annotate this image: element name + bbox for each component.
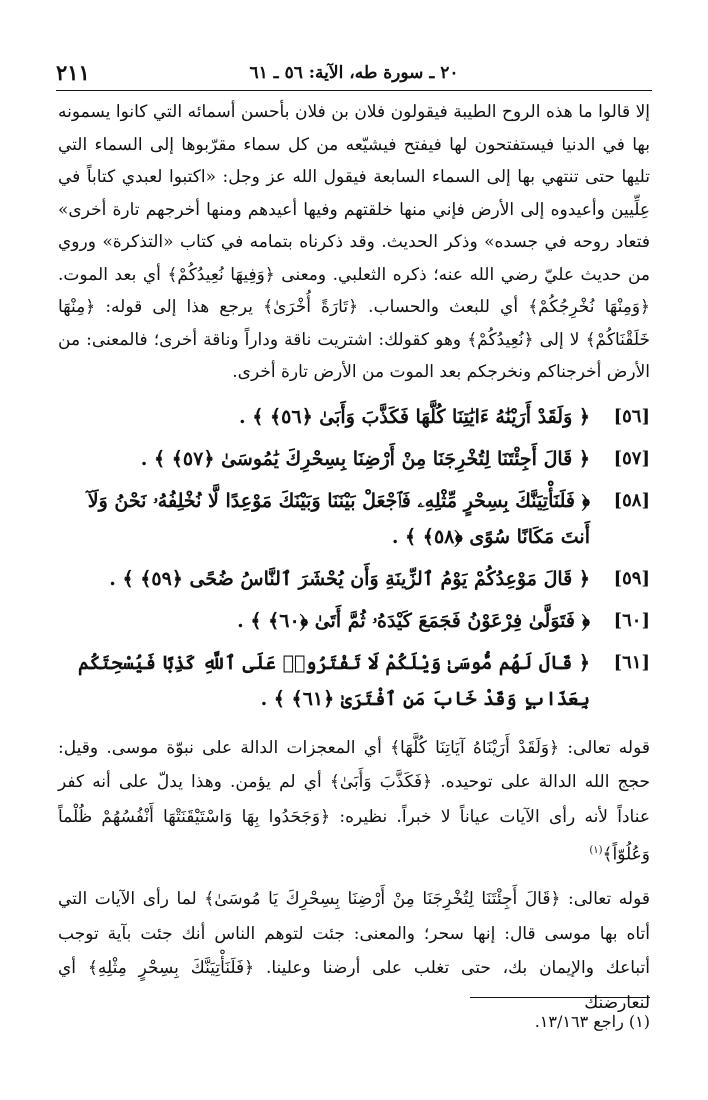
verse-number: [٦٠] [613, 609, 650, 631]
verse-59 [58, 561, 650, 597]
running-title: ٢٠ ـ سورة طه، الآية: ٥٦ ـ ٦١ [249, 63, 459, 83]
verse-number: [٥٦] [613, 405, 650, 427]
verse-text: ﴿ قَالَ مَوْعِدُكُمْ يَوْمُ ٱلزِّينَةِ وَأَن يُحْشَرَ ٱلنَّاسُ ضُحًى ﴿٥٩﴾ ﴾ . [109, 567, 590, 590]
commentary-text: قوله تعالى: ﴿قَالَ أَجِئْتَنَا لِتُخْرِجَنَا مِنْ أَرْضِنَا بِسِحْرِكَ يَا مُوسَىٰ﴾ لما رأى الآيات التي أتاه بها موسى قال: إنها سحر؛ والمعنى: جئت لتوهم الناس أنك جئت بآية توجب أتباعك والإيمان بك، حتى تغلب على أرضنا وعلينا. ﴿فَلَنَأْتِيَنَّكَ بِسِحْرٍ مِثْلِهِ﴾ أي لنعارضنك [58, 889, 650, 1013]
footnote-marker: (١) [589, 845, 603, 856]
header-divider [56, 90, 652, 91]
footnote: (١) راجع ١٣/١٦٣. [534, 1012, 650, 1031]
page-body [58, 96, 650, 1020]
verse-text: ﴿ فَلَنَأْتِيَنَّكَ بِسِحْرٍ مِّثْلِهِۦ فَٱجْعَلْ بَيْنَنَا وَبَيْنَكَ مَوْعِدًا لَّا نُخْلِفُهُۥ نَحْنُ وَلَآ أَنتَ مَكَانًا سُوًى ﴿٥٨﴾ ﴾ . [87, 489, 590, 548]
page-header [56, 56, 652, 90]
verse-number: [٥٩] [613, 567, 650, 589]
verse-list [58, 399, 650, 717]
verse-58 [58, 483, 650, 555]
verse-number: [٦١] [613, 651, 650, 673]
verse-text: ﴿ وَلَقَدْ أَرَيْنَٰهُ ءَايَٰتِنَا كُلَّهَا فَكَذَّبَ وَأَبَىٰ ﴿٥٦﴾ ﴾ . [239, 405, 590, 428]
verse-text: ﴿ قَالَ أَجِئْتَنَا لِتُخْرِجَنَا مِنْ أَرْضِنَا بِسِحْرِكَ يَٰمُوسَىٰ ﴿٥٧﴾ ﴾ . [140, 447, 590, 470]
verse-text: ﴿ قَالَ لَهُم مُّوسَىٰ وَيْلَكُمْ لَا تَفْتَرُوا۟ عَلَى ٱللَّهِ كَذِبًا فَيُسْحِتَكُم بِعَذَابٍ وَقَدْ خَابَ مَنِ ٱفْتَرَىٰ ﴿٦١﴾ ﴾ . [78, 651, 590, 710]
verse-number: [٥٨] [613, 489, 650, 511]
commentary-paragraph [58, 731, 650, 873]
verse-56 [58, 399, 650, 435]
page-number: ٢١١ [56, 60, 90, 85]
verse-60 [58, 603, 650, 639]
footnote-divider [470, 997, 650, 998]
intro-paragraph: إلا قالوا ما هذه الروح الطيبة فيقولون فلان بن فلان بأحسن أسمائه التي كانوا يسمونه بها في الدنيا فيستفتحون لها فيفتح فيشيّعه من كل سماء مقرّبوها إلى السماء التي تليها حتى تنتهي بها إلى السماء السابعة فيقول الله عز وجل: «اكتبوا لعبدي كتاباً في عِلِّيين وأعيدوه إلى الأرض فإني منها خلقتهم وفيها أعيدهم ومنها أخرجهم تارة أخرى» فتعاد روحه في جسده» وذكر الحديث. وقد ذكرناه بتمامه في كتاب «التذكرة» وروي من حديث عليّ رضي الله عنه؛ ذكره الثعلبي. ومعنى ﴿وَفِيهَا نُعِيدُكُمْ﴾ أي بعد الموت. ﴿وَمِنْهَا نُخْرِجُكُمْ﴾ أي للبعث والحساب. ﴿تَارَةً أُخْرَىٰ﴾ يرجع هذا إلى قوله: ﴿مِنْهَا خَلَقْنَاكُمْ﴾ لا إلى ﴿نُعِيدُكُمْ﴾ وهو كقولك: اشتريت ناقة وداراً وناقة أخرى؛ فالمعنى: من الأرض أخرجناكم ونخرجكم بعد الموت من الأرض تارة أخرى. [58, 102, 650, 382]
verse-text: ﴿ فَتَوَلَّىٰ فِرْعَوْنُ فَجَمَعَ كَيْدَهُۥ ثُمَّ أَتَىٰ ﴿٦٠﴾ ﴾ . [237, 609, 590, 632]
verse-number: [٥٧] [613, 447, 650, 469]
commentary-text: قوله تعالى: ﴿وَلَقَدْ أَرَيْنَاهُ آيَاتِنَا كُلَّهَا﴾ أي المعجزات الدالة على نبوّة موسى. وقيل: حجج الله الدالة على توحيده. ﴿فَكَذَّبَ وَأَبَىٰ﴾ أي لم يؤمن. وهذا يدلّ على أنه كفر عناداً لأنه رأى الآيات عياناً لا خبراً. نظيره: ﴿وَجَحَدُوا بِهَا وَاسْتَيْقَنَتْهَا أَنْفُسُهُمْ ظُلْماً وَعُلُوّاً﴾ [58, 737, 650, 865]
verse-61 [58, 645, 650, 717]
verse-57 [58, 441, 650, 477]
commentary-paragraph [58, 882, 650, 1020]
